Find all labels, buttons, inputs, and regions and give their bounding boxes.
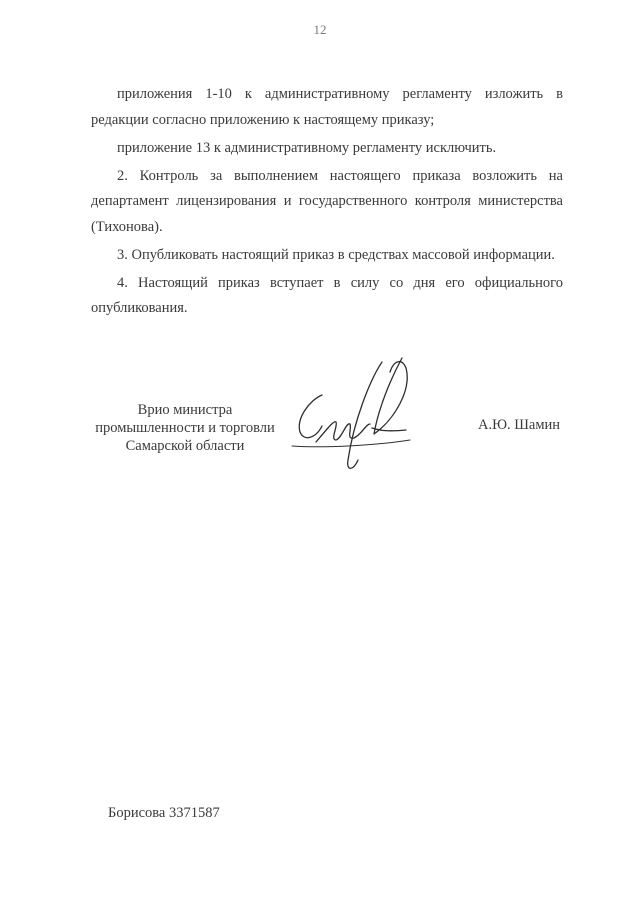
handwritten-signature bbox=[282, 350, 422, 480]
signer-name: А.Ю. Шамин bbox=[478, 417, 561, 433]
page-number: 12 bbox=[313, 22, 327, 37]
signer-title-line: Врио министра bbox=[137, 402, 233, 418]
paragraph-control: 2. Контроль за выполнением настоящего приказа возложить на департамент лицензирования и государственного контроля министерства (Тихонова). bbox=[91, 167, 563, 235]
paragraph-effective: 4. Настоящий приказ вступает в силу со дня его официального опубликования. bbox=[91, 274, 563, 316]
paragraph-annex-remove: приложение 13 к административному регламенту исключить. bbox=[117, 139, 497, 156]
signer-title-line: Самарской области bbox=[125, 438, 245, 454]
executor-contact: Борисова 3371587 bbox=[108, 805, 220, 821]
signer-title bbox=[76, 401, 294, 455]
paragraph-publish: 3. Опубликовать настоящий приказ в средствах массовой информации. bbox=[117, 246, 555, 263]
paragraph-annex-change: приложения 1-10 к административному регламенту изложить в редакции согласно приложению к настоящему приказу; bbox=[91, 86, 563, 128]
document-body bbox=[91, 82, 563, 324]
signer-title-line: промышленности и торговли bbox=[95, 420, 275, 436]
